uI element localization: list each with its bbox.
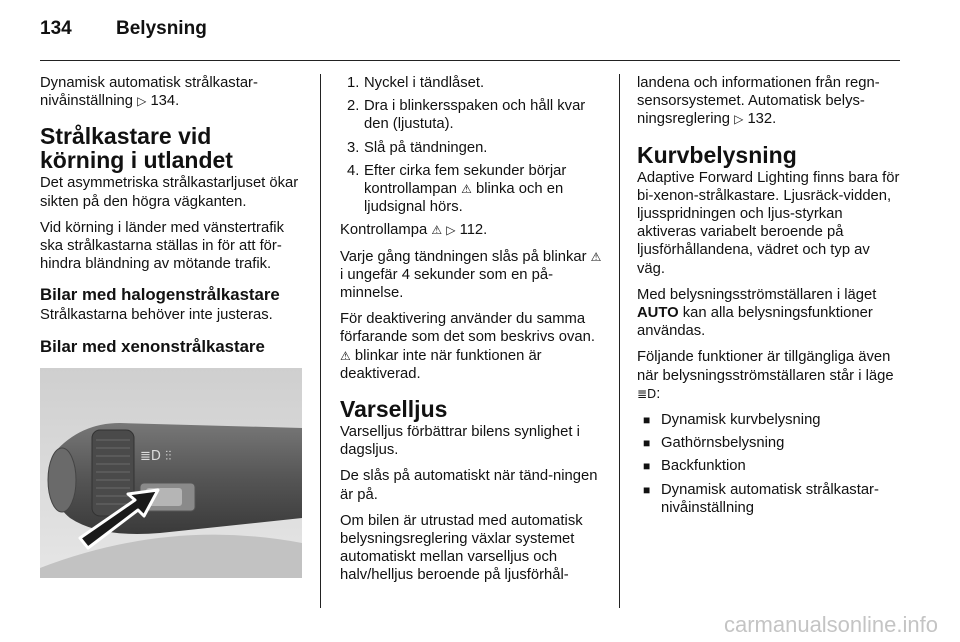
low-beam-icon: ≣D bbox=[637, 386, 657, 401]
steps-list bbox=[340, 74, 602, 216]
bullet-icon: ■ bbox=[643, 459, 651, 474]
intro-ref: 134. bbox=[150, 93, 180, 110]
paragraph-varselljus-3: Om bilen är utrustad med automatisk belysningsreglering växlar systemet automatiskt mellan varselljus och halv/helljus beroende på ljusförhål- bbox=[340, 512, 583, 584]
list-item: ■ Backfunktion bbox=[643, 458, 746, 475]
bullet-icon: ■ bbox=[643, 413, 651, 428]
list-item: 4. Efter cirka fem sekunder börjar kontrollampan ⚠ blinka och en ljudsignal hörs. bbox=[347, 162, 567, 216]
list-item: 3. Slå på tändningen. bbox=[347, 139, 488, 156]
reference-arrow-icon: ▷ bbox=[446, 223, 456, 238]
reference-arrow-icon: ▷ bbox=[734, 112, 744, 127]
paragraph-auto-mode: Med belysningsströmställaren i läget AUTO kan alla belysningsfunktioner användas. bbox=[637, 286, 877, 340]
auto-label: AUTO bbox=[637, 305, 679, 322]
list-item: ■ Dynamisk kurvbelysning bbox=[643, 412, 821, 429]
column-divider bbox=[619, 74, 620, 608]
paragraph-deactivation: För deaktivering använder du samma förfarande som det som beskrivs ovan. ⚠ blinkar inte när funktionen är deaktiverad. bbox=[340, 311, 595, 382]
header-rule bbox=[40, 60, 900, 61]
paragraph-afl: Adaptive Forward Lighting finns bara för bi-xenon-strålkastare. Ljusräck-vidden, ljusspridningen och ljus-styrkan aktiveras variabelt beroende på ljusförhållandena, vädret och typ av väg. bbox=[637, 169, 900, 277]
watermark: carmanualsonline.info bbox=[723, 612, 938, 637]
headlight-range-lamp-icon: ⚠ bbox=[340, 348, 351, 363]
headlight-range-lamp-icon: ⚠ bbox=[590, 249, 602, 264]
page-number: 134 bbox=[40, 18, 72, 39]
reference-arrow-icon: ▷ bbox=[137, 94, 147, 109]
heading-varselljus: Varselljus bbox=[340, 396, 448, 423]
paragraph-continued: landena och informationen från regn-sensorsystemet. Automatisk belys-ningsreglering ▷ 132. bbox=[637, 75, 880, 128]
svg-text:≣D ⫶⫶: ≣D ⫶⫶ bbox=[140, 448, 172, 464]
bullet-icon: ■ bbox=[643, 482, 651, 497]
headlight-range-lamp-icon: ⚠ bbox=[461, 182, 472, 197]
list-item: ■ Gathörnsbelysning bbox=[643, 435, 785, 452]
paragraph-available-functions: Följande funktioner är tillgängliga även när belysningsströmställaren står i läge ≣D: bbox=[637, 349, 894, 402]
headlight-range-lamp-icon: ⚠ bbox=[431, 223, 443, 238]
heading-xenon: Bilar med xenonstrålkastare bbox=[40, 336, 265, 356]
heading-headlights-abroad: Strålkastare vid körning i utlandet bbox=[40, 123, 233, 174]
column-right bbox=[637, 74, 900, 522]
heading-halogen: Bilar med halogenstrålkastare bbox=[40, 285, 280, 305]
page-header bbox=[40, 18, 207, 40]
column-middle bbox=[340, 74, 602, 593]
paragraph-halogen: Strålkastarna behöver inte justeras. bbox=[40, 307, 273, 324]
paragraph-every-ignition: Varje gång tändningen slås på blinkar ⚠ i ungefär 4 sekunder som en på-minnelse. bbox=[340, 248, 602, 302]
lever-illustration bbox=[40, 368, 302, 578]
bullet-icon: ■ bbox=[643, 436, 651, 451]
intro-paragraph bbox=[40, 74, 302, 110]
list-item: ■ Dynamisk automatisk strålkastar-nivåinställning bbox=[643, 481, 879, 516]
paragraph-asymmetric: Det asymmetriska strålkastarljuset ökar sikten på den högra vägkanten. bbox=[40, 175, 299, 210]
list-item: 1. Nyckel i tändlåset. bbox=[347, 75, 485, 91]
page-title: Belysning bbox=[116, 18, 207, 39]
paragraph-control-lamp: Kontrollampa ⚠ ▷ 112. bbox=[340, 222, 488, 239]
paragraph-left-traffic: Vid körning i länder med vänstertrafik ska strålkastarna ställas in för att för-hindra bländning av mötande trafik. bbox=[40, 219, 284, 273]
column-divider bbox=[320, 74, 321, 608]
list-item: 2. Dra i blinkersspaken och håll kvar den (ljustuta). bbox=[347, 98, 586, 133]
intro-text: Dynamisk automatisk strålkastar-nivåinställning bbox=[40, 75, 258, 110]
function-list bbox=[637, 411, 900, 517]
heading-kurvbelysning: Kurvbelysning bbox=[637, 141, 797, 168]
paragraph-varselljus-2: De slås på automatiskt när tänd-ningen är på. bbox=[340, 468, 598, 503]
paragraph-varselljus-1: Varselljus förbättrar bilens synlighet i dagsljus. bbox=[340, 424, 580, 459]
light-switch-lever-figure bbox=[40, 368, 302, 578]
column-left bbox=[40, 74, 302, 578]
